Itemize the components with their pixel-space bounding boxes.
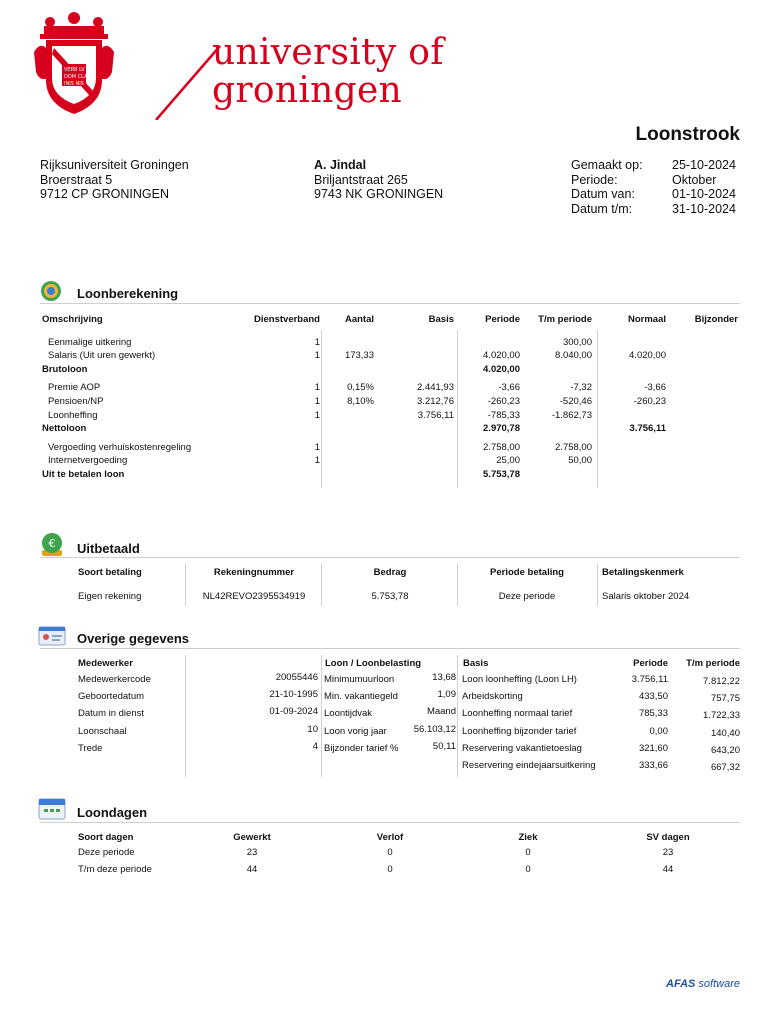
employee-street: Briljantstraat 265 — [314, 172, 408, 187]
col-header-gewerkt: Gewerkt — [233, 832, 271, 843]
basis-period-value: 3.756,11 — [631, 674, 668, 685]
section-title-loonberekening: Loonberekening — [77, 286, 179, 301]
row-cell: 25,00 — [496, 455, 520, 466]
wage-field-label: Loon vorig jaar — [324, 726, 387, 737]
col-header-periode-betaling: Periode betaling — [490, 567, 564, 578]
row-label: Uit te betalen loon — [42, 469, 125, 480]
row-cell: 1 — [314, 337, 320, 348]
section-divider — [40, 303, 740, 304]
calendar-icon — [38, 796, 66, 820]
days-cell: 23 — [246, 847, 258, 858]
row-label: Internetvergoeding — [48, 455, 128, 466]
row-cell: -7,32 — [570, 382, 592, 393]
days-cell: 44 — [246, 864, 258, 875]
col-header-omschrijving: Omschrijving — [42, 314, 103, 325]
row-label: Premie AOP — [48, 382, 101, 393]
meta-label: Gemaakt op: — [571, 158, 643, 172]
row-cell: 1 — [314, 442, 320, 453]
id-card-icon — [38, 625, 66, 647]
basis-field-label: Loonheffing normaal tarief — [462, 708, 573, 719]
col-header-medewerker: Medewerker — [78, 658, 133, 669]
days-cell: 23 — [662, 847, 674, 858]
section-title-uitbetaald: Uitbetaald — [77, 541, 140, 556]
meta-from-value: 01-10-2024 — [672, 187, 736, 201]
wordmark-line1: university of — [212, 32, 444, 73]
column-divider — [597, 330, 598, 488]
wage-field-label: Bijzonder tarief % — [324, 743, 399, 754]
employee-name: A. Jindal — [314, 158, 367, 172]
employee-field-value: 10 — [307, 724, 318, 735]
row-cell: 173,33 — [344, 350, 374, 361]
row-cell: 8.040,00 — [555, 350, 592, 361]
column-divider — [457, 655, 458, 777]
row-cell: 2.758,00 — [483, 442, 520, 453]
row-cell: 2.441,93 — [417, 382, 454, 393]
basis-field-label: Loonheffing bijzonder tarief — [462, 726, 577, 737]
basis-field-label: Arbeidskorting — [462, 691, 523, 702]
basis-field-label: Reservering eindejaarsuitkering — [462, 760, 596, 771]
row-cell: 8,10% — [347, 396, 374, 407]
svg-text:€: € — [48, 537, 56, 550]
employer-city: 9712 CP GRONINGEN — [40, 187, 169, 201]
employee-field-label: Medewerkercode — [78, 674, 151, 685]
row-cell: -3,66 — [498, 382, 520, 393]
wage-field-value: 56.103,12 — [413, 724, 456, 735]
col-header-bedrag: Bedrag — [373, 567, 407, 578]
row-cell: 300,00 — [562, 337, 592, 348]
row-cell: 1 — [314, 455, 320, 466]
row-cell: 0,15% — [347, 382, 374, 393]
euro-coin-icon — [40, 532, 64, 558]
col-header-tm-periode: T/m periode — [538, 314, 592, 325]
row-label: Brutoloon — [42, 364, 88, 375]
payment-amount: 5.753,78 — [371, 591, 409, 602]
row-cell: 4.020,00 — [483, 364, 520, 375]
basis-tm-value: 667,32 — [710, 762, 740, 773]
meta-label: Datum t/m: — [571, 201, 633, 216]
col-header-betalingskenmerk: Betalingskenmerk — [602, 567, 684, 578]
payment-reference: Salaris oktober 2024 — [602, 591, 690, 602]
row-cell: 3.756,11 — [417, 410, 454, 421]
col-header-normaal: Normaal — [627, 314, 666, 325]
col-header-aantal: Aantal — [344, 314, 374, 325]
row-cell: 50,00 — [568, 455, 592, 466]
university-wordmark — [212, 34, 444, 110]
row-cell: 2.758,00 — [555, 442, 592, 453]
basis-period-value: 785,33 — [638, 708, 668, 719]
column-divider — [321, 655, 322, 777]
row-label: Loonheffing — [48, 410, 98, 421]
days-cell: 44 — [662, 864, 674, 875]
svg-text:INIS NIS: INIS NIS — [64, 81, 84, 87]
row-cell: 1 — [314, 396, 320, 407]
wage-field-label: Minimumuurloon — [324, 674, 395, 685]
employee-field-label: Trede — [78, 743, 103, 754]
afas-brand: AFAS — [666, 978, 696, 990]
wage-field-value: Maand — [426, 706, 456, 717]
employee-address — [314, 158, 443, 202]
row-label: Vergoeding verhuiskostenregeling — [48, 442, 192, 453]
basis-field-label: Reservering vakantietoeslag — [462, 743, 582, 754]
basis-tm-value: 643,20 — [710, 745, 740, 756]
wage-field-value: 13,68 — [432, 672, 456, 683]
basis-tm-value: 140,40 — [710, 728, 740, 739]
col-header-rekeningnummer: Rekeningnummer — [213, 567, 295, 578]
meta-labels — [571, 158, 643, 216]
section-divider — [40, 822, 740, 823]
employer-name: Rijksuniversiteit Groningen — [40, 158, 189, 172]
col-header-periode: Periode — [633, 658, 668, 669]
col-header-periode: Periode — [485, 314, 520, 325]
row-cell: 5.753,78 — [483, 469, 520, 480]
row-cell: -260,23 — [487, 396, 520, 407]
section-title-loondagen: Loondagen — [77, 805, 148, 820]
account-number: NL42REVO2395534919 — [202, 591, 306, 602]
employer-address — [40, 158, 189, 202]
row-cell: 1 — [314, 350, 320, 361]
document-title: Loonstrook — [635, 124, 740, 145]
days-row-label: T/m deze periode — [78, 864, 152, 875]
row-label: Eenmalige uitkering — [48, 337, 132, 348]
days-cell: 0 — [525, 864, 531, 875]
row-cell: 1 — [314, 410, 320, 421]
payment-type: Eigen rekening — [78, 591, 142, 602]
basis-tm-value: 757,75 — [710, 693, 740, 704]
wage-field-value: 1,09 — [437, 689, 456, 700]
column-divider — [597, 564, 598, 606]
meta-period-value: Oktober — [672, 172, 717, 187]
column-divider — [457, 330, 458, 488]
days-cell: 0 — [387, 847, 393, 858]
col-header-ziek: Ziek — [518, 832, 538, 843]
row-cell: 2.970,78 — [483, 423, 520, 434]
row-label: Salaris (Uit uren gewerkt) — [48, 350, 156, 361]
days-cell: 0 — [525, 847, 531, 858]
col-header-verlof: Verlof — [376, 832, 404, 843]
section-divider — [40, 648, 740, 649]
employee-field-value: 4 — [312, 741, 318, 752]
basis-tm-value: 1.722,33 — [703, 710, 740, 721]
employee-field-label: Loonschaal — [78, 726, 127, 737]
meta-to-value: 31-10-2024 — [672, 201, 736, 216]
basis-period-value: 321,60 — [638, 743, 668, 754]
row-cell: 1 — [314, 382, 320, 393]
wage-field-value: 50,11 — [432, 741, 456, 752]
section-title-overige: Overige gegevens — [77, 631, 189, 646]
afas-brand-suffix: software — [698, 978, 740, 990]
col-header-dienstverband: Dienstverband — [254, 314, 320, 325]
afas-logo — [666, 978, 740, 990]
row-cell: -3,66 — [644, 382, 666, 393]
row-cell: 3.756,11 — [629, 423, 666, 434]
col-header-basis: Basis — [463, 658, 489, 669]
employee-field-label: Geboortedatum — [78, 691, 145, 702]
section-divider — [40, 557, 740, 558]
col-header-bijzonder: Bijzonder — [694, 314, 738, 325]
basis-period-value: 333,66 — [638, 760, 668, 771]
svg-text:VERB LV: VERB LV — [64, 67, 85, 73]
col-header-tm-periode: T/m periode — [686, 658, 740, 669]
basis-period-value: 0,00 — [649, 726, 668, 737]
row-cell: -520,46 — [559, 396, 592, 407]
row-label: Pensioen/NP — [48, 396, 104, 407]
wordmark-line2: groningen — [212, 70, 403, 111]
row-cell: -1.862,73 — [551, 410, 592, 421]
column-divider — [321, 330, 322, 488]
payment-period: Deze periode — [498, 591, 556, 602]
row-cell: 4.020,00 — [629, 350, 666, 361]
employee-field-value: 21-10-1995 — [269, 689, 318, 700]
col-header-sv-dagen: SV dagen — [646, 832, 690, 843]
wage-field-label: Loontijdvak — [324, 708, 373, 719]
meta-label: Datum van: — [571, 187, 635, 201]
employee-city: 9743 NK GRONINGEN — [314, 187, 444, 201]
row-cell: 3.212,76 — [417, 396, 454, 407]
svg-text:DOM CLA: DOM CLA — [64, 74, 88, 80]
globe-coin-icon — [40, 280, 62, 302]
col-header-soort-betaling: Soort betaling — [78, 567, 142, 578]
row-label: Nettoloon — [42, 423, 87, 434]
basis-tm-value: 7.812,22 — [703, 676, 740, 687]
employee-field-label: Datum in dienst — [78, 708, 145, 719]
employee-field-value: 01-09-2024 — [269, 706, 318, 717]
meta-label: Periode: — [571, 172, 618, 187]
days-row-label: Deze periode — [78, 847, 135, 858]
col-header-loon-loonbelasting: Loon / Loonbelasting — [325, 658, 422, 669]
column-divider — [185, 655, 186, 777]
col-header-soort-dagen: Soort dagen — [78, 832, 134, 843]
wage-field-label: Min. vakantiegeld — [324, 691, 398, 702]
meta-created-value: 25-10-2024 — [672, 158, 736, 172]
row-cell: 4.020,00 — [483, 350, 520, 361]
col-header-basis: Basis — [428, 314, 454, 325]
employee-field-value: 20055446 — [275, 672, 318, 683]
days-cell: 0 — [387, 864, 393, 875]
meta-values — [672, 158, 736, 216]
basis-period-value: 433,50 — [638, 691, 668, 702]
row-cell: -260,23 — [633, 396, 666, 407]
basis-field-label: Loon loonheffing (Loon LH) — [462, 674, 577, 685]
employer-street: Broerstraat 5 — [40, 172, 113, 187]
row-cell: -785,33 — [487, 410, 520, 421]
